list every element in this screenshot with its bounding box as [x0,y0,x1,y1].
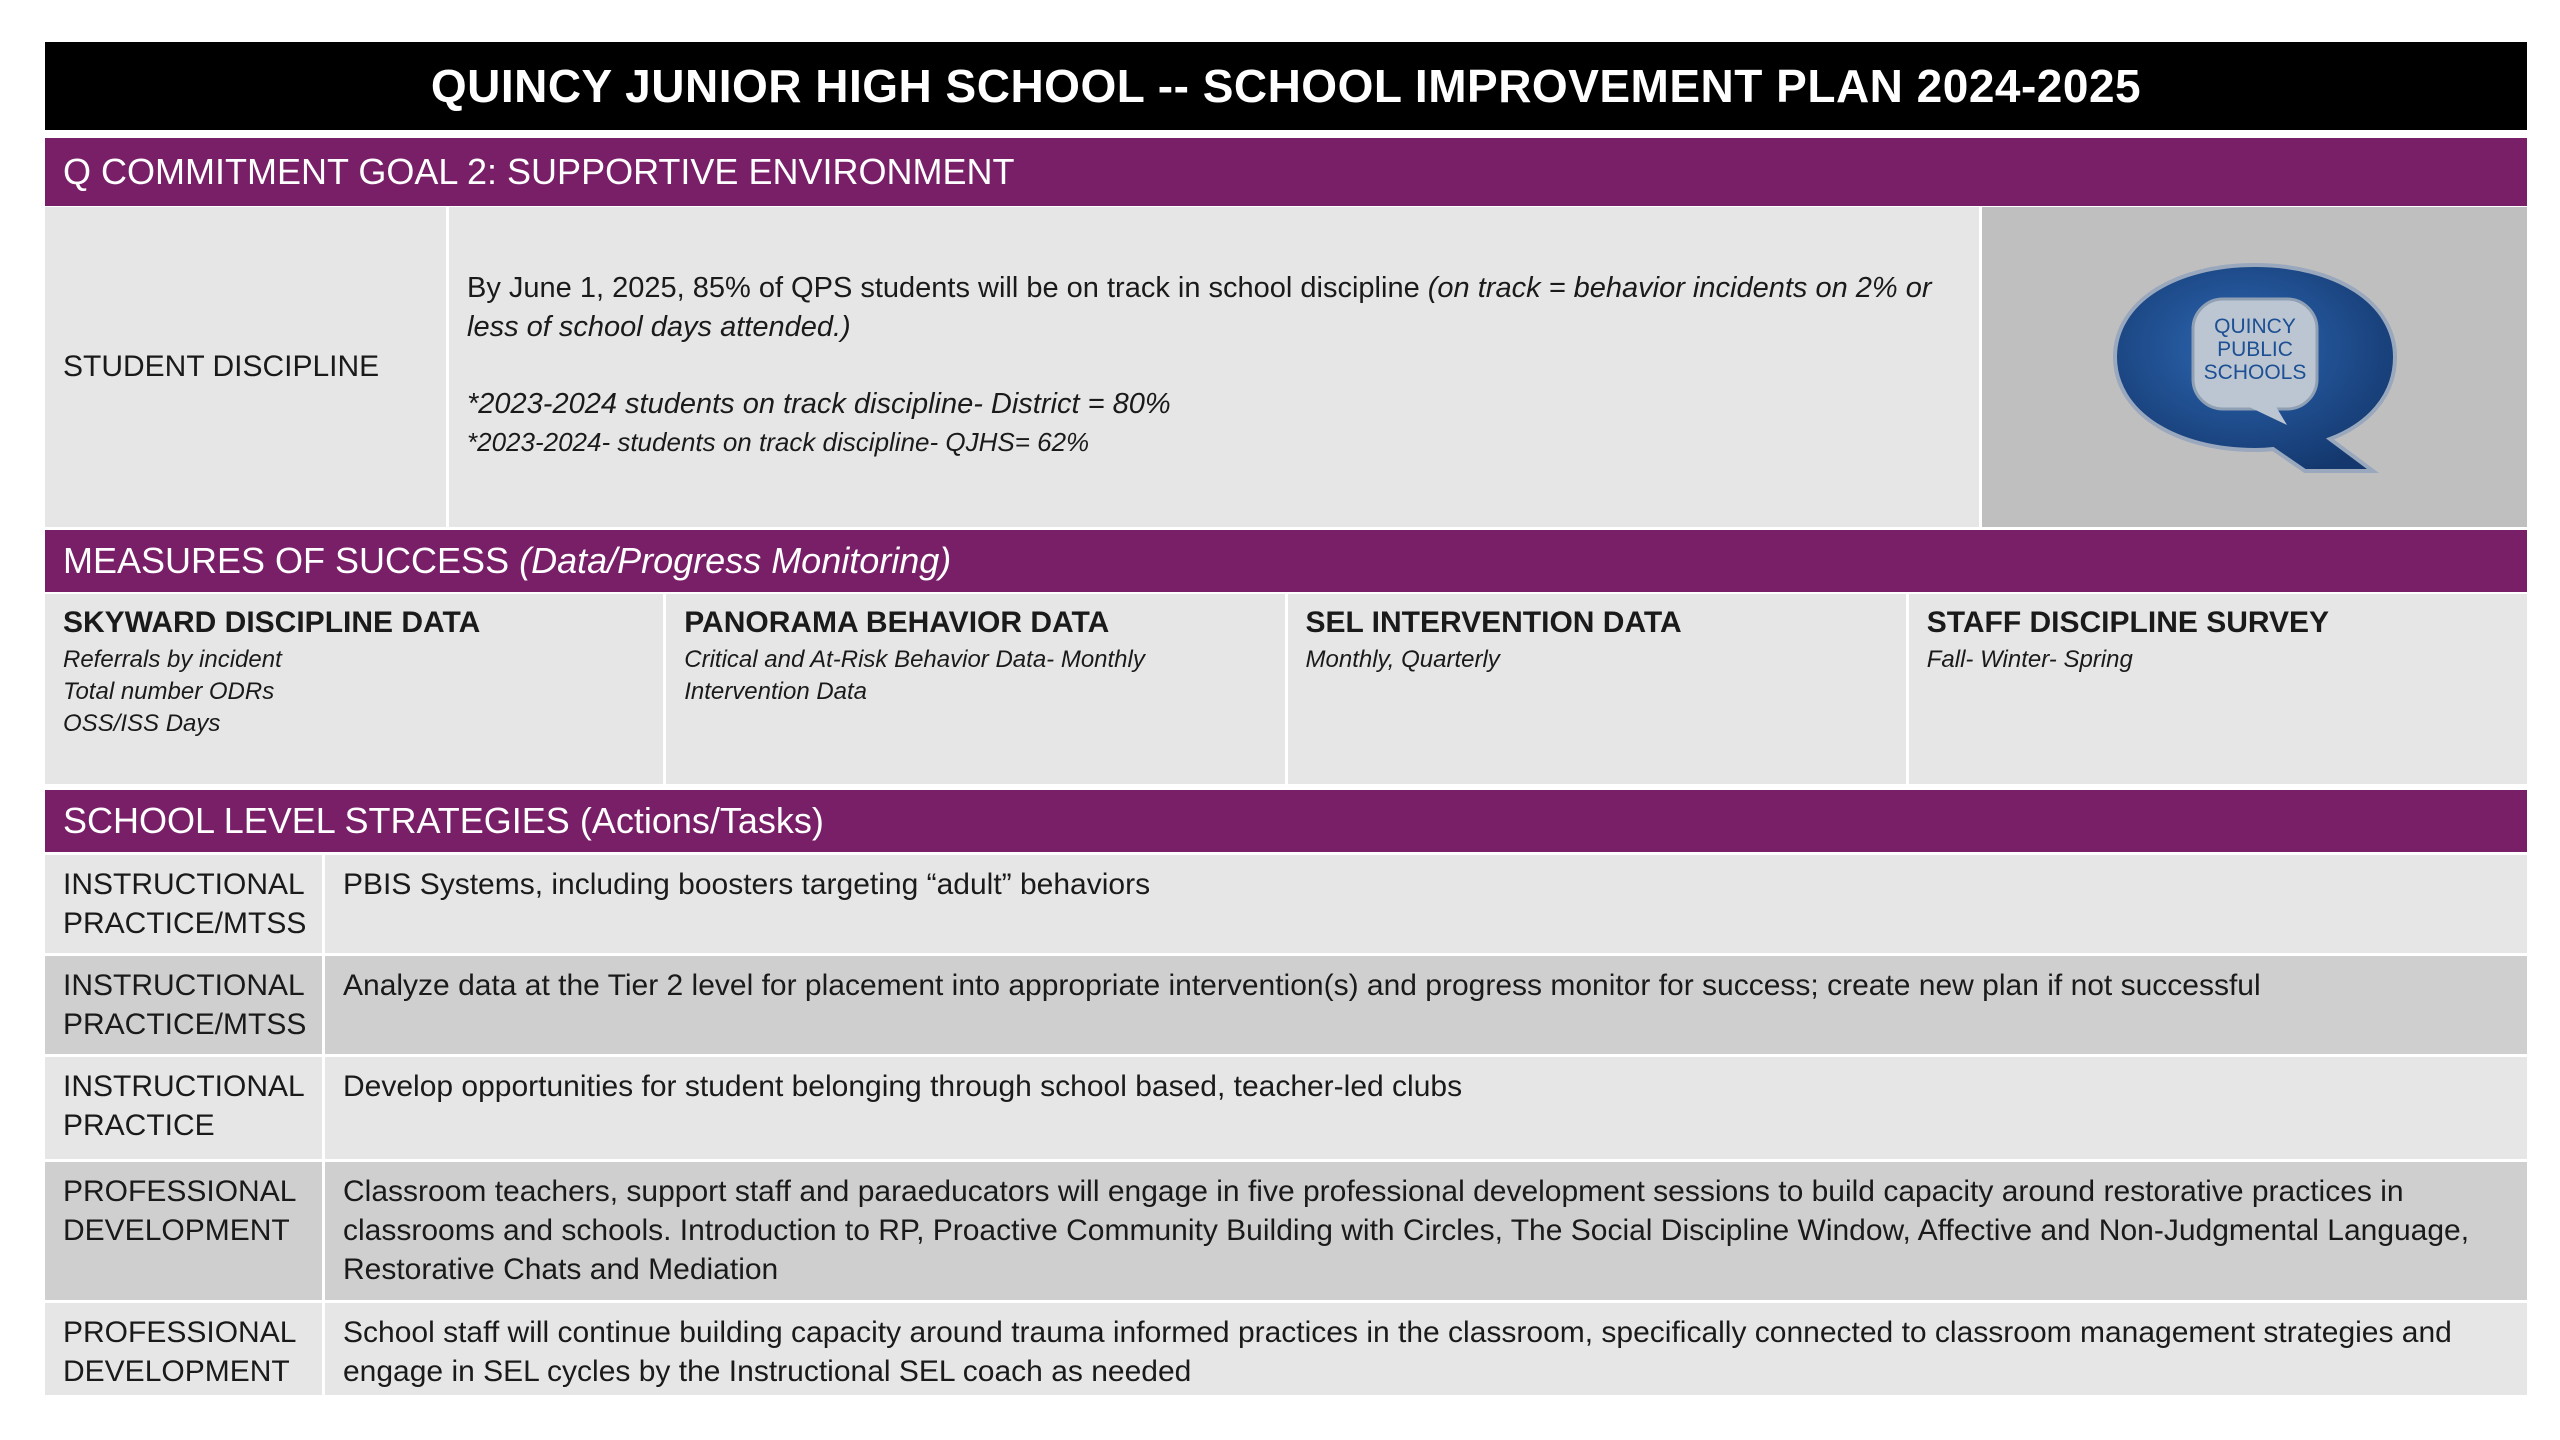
measure-skyward [45,594,666,784]
strategy-text: Classroom teachers, support staff and paraeducators will engage in five professional development sessions to build capacity around restorative practices in classrooms and schools. Introduction to RP, Proactive Community Building with Circles, The Social Discipline Window, Affective and Non-Judgmental Language, Restorative Chats and Mediation [343,1175,2470,1286]
strategy-category: PROFESSIONAL DEVELOPMENT [45,1303,325,1395]
strategy-row [45,1057,2527,1159]
goal-label: STUDENT DISCIPLINE [45,207,449,527]
strategy-text: Develop opportunities for student belonging through school based, teacher-led clubs [343,1070,1463,1103]
strategies-heading-text: SCHOOL LEVEL STRATEGIES (Actions/Tasks) [63,800,824,841]
goal-text-italic: (on track = behavior incidents on 2% or less of school days attended.) [467,272,1932,343]
strategy-text: School staff will continue building capacity around trauma informed practices in the classroom, specifically connected to classroom management strategies and engage in SEL cycles by the Instructional SEL coach as needed [343,1316,2452,1388]
measures-heading-text: MEASURES OF SUCCESS [63,540,510,581]
logo-panel [1979,207,2527,527]
measure-detail: Monthly, Quarterly [1305,646,1500,673]
measure-title: STAFF DISCIPLINE SURVEY [1926,606,2330,639]
measure-title: SEL INTERVENTION DATA [1305,606,1682,639]
strategy-row [45,1303,2527,1395]
quincy-public-schools-logo [2105,257,2405,477]
logo-text-1: QUINCY [2213,315,2296,338]
district-stat: *2023-2024 students on track discipline- District = 80% [467,388,1171,420]
strategy-row [45,956,2527,1054]
goal-heading [45,138,2527,206]
measure-title: PANORAMA BEHAVIOR DATA [684,606,1110,639]
strategies-heading [45,790,2527,852]
plan-slide [45,42,2527,1395]
strategy-category: INSTRUCTIONAL PRACTICE/MTSS [45,956,325,1054]
strategy-row [45,1162,2527,1300]
measures-row [45,594,2527,784]
strategy-row [45,855,2527,953]
strategy-category: INSTRUCTIONAL PRACTICE/MTSS [45,855,325,953]
strategy-text: Analyze data at the Tier 2 level for placement into appropriate intervention(s) and progress monitor for success; create new plan if not successful [343,969,2261,1002]
measures-heading-italic: (Data/Progress Monitoring) [519,540,952,581]
measure-panorama [666,594,1287,784]
school-stat: *2023-2024- students on track discipline- QJHS= 62% [467,427,1090,457]
page-title: QUINCY JUNIOR HIGH SCHOOL -- SCHOOL IMPROVEMENT PLAN 2024-2025 [45,42,2527,130]
measure-title: SKYWARD DISCIPLINE DATA [63,606,481,639]
measure-sel [1288,594,1909,784]
measures-heading [45,530,2527,592]
goal-text-main: By June 1, 2025, 85% of QPS students will be on track in school discipline [467,272,1428,304]
goal-statement [449,207,1979,527]
logo-text-2: PUBLIC [2216,338,2293,361]
goal-text [467,269,1961,347]
strategy-text: PBIS Systems, including boosters targeting “adult” behaviors [343,868,1151,901]
goal-row [45,207,2527,527]
strategy-category: PROFESSIONAL DEVELOPMENT [45,1162,325,1300]
measure-detail: Referrals by incident Total number ODRs OSS/ISS Days [63,646,282,737]
measure-detail: Critical and At-Risk Behavior Data- Monthly Intervention Data [684,646,1145,705]
strategy-category: INSTRUCTIONAL PRACTICE [45,1057,325,1159]
measure-detail: Fall- Winter- Spring [1926,646,2133,673]
goal-heading-text: Q COMMITMENT GOAL 2: SUPPORTIVE ENVIRONMENT [63,151,1015,192]
measure-staff-survey [1909,594,2527,784]
logo-text-3: SCHOOLS [2203,361,2306,384]
